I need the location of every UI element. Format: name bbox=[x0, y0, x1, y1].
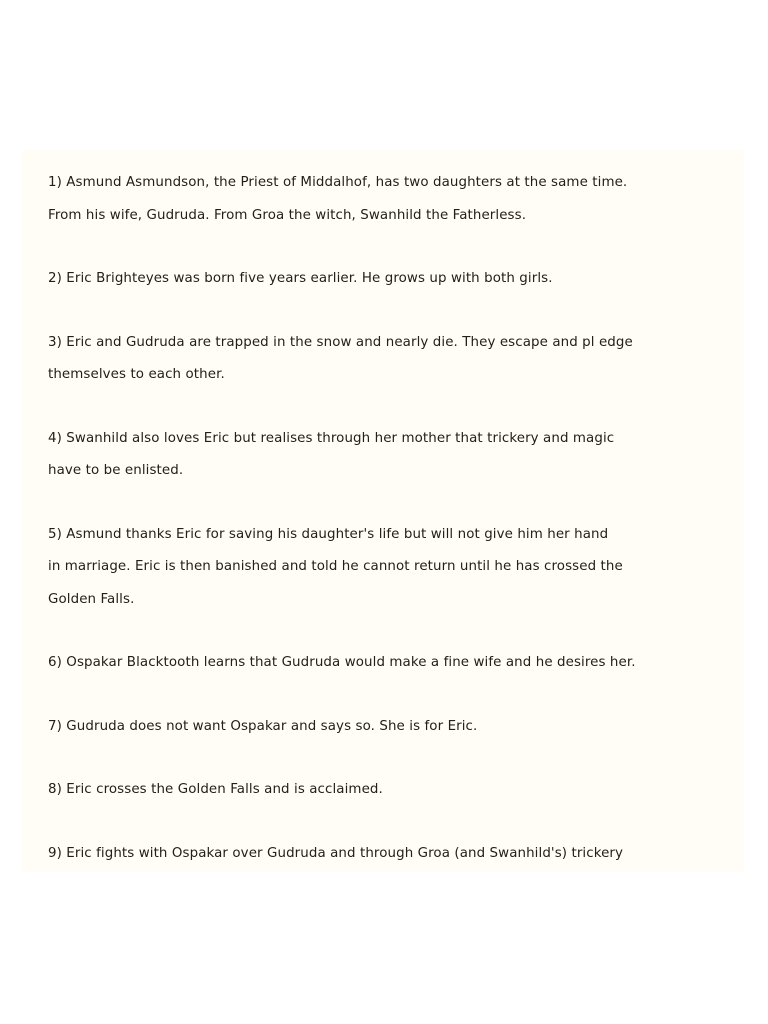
text-line: 7) Gudruda does not want Ospakar and says so. She is for Eric. bbox=[48, 718, 478, 734]
plot-summary-list bbox=[48, 167, 738, 870]
text-line: themselves to each other. bbox=[48, 367, 225, 382]
summary-item-7 bbox=[48, 711, 738, 744]
summary-item-6 bbox=[48, 647, 738, 680]
text-line: 1) Asmund Asmundson, the Priest of Middalhof, has two daughters at the same time. bbox=[48, 175, 628, 190]
summary-item-4 bbox=[48, 423, 738, 488]
summary-item-8 bbox=[48, 774, 738, 807]
text-line: From his wife, Gudruda. From Groa the witch, Swanhild the Fatherless. bbox=[48, 207, 527, 223]
summary-item-1 bbox=[48, 167, 738, 232]
summary-item-3 bbox=[48, 327, 738, 392]
text-line: 2) Eric Brighteyes was born five years earlier. He grows up with both girls. bbox=[48, 271, 553, 286]
text-line: 4) Swanhild also loves Eric but realises through her mother that trickery and magic bbox=[48, 430, 615, 446]
summary-item-5 bbox=[48, 519, 738, 617]
summary-item-9 bbox=[48, 838, 738, 871]
text-line: have to be enlisted. bbox=[48, 463, 184, 478]
text-line: Golden Falls. bbox=[48, 591, 135, 607]
text-line: in marriage. Eric is then banished and told he cannot return until he has crossed the bbox=[48, 559, 623, 574]
summary-item-2 bbox=[48, 263, 738, 296]
text-line: 8) Eric crosses the Golden Falls and is acclaimed. bbox=[48, 782, 383, 797]
text-line: 9) Eric fights with Ospakar over Gudruda and through Groa (and Swanhild's) trickery bbox=[48, 845, 624, 861]
text-line: 6) Ospakar Blacktooth learns that Gudruda would make a fine wife and he desires her. bbox=[48, 655, 636, 670]
text-line: 5) Asmund thanks Eric for saving his daughter's life but will not give him her hand bbox=[48, 526, 609, 542]
text-line: 3) Eric and Gudruda are trapped in the snow and nearly die. They escape and pl edge bbox=[48, 334, 633, 350]
